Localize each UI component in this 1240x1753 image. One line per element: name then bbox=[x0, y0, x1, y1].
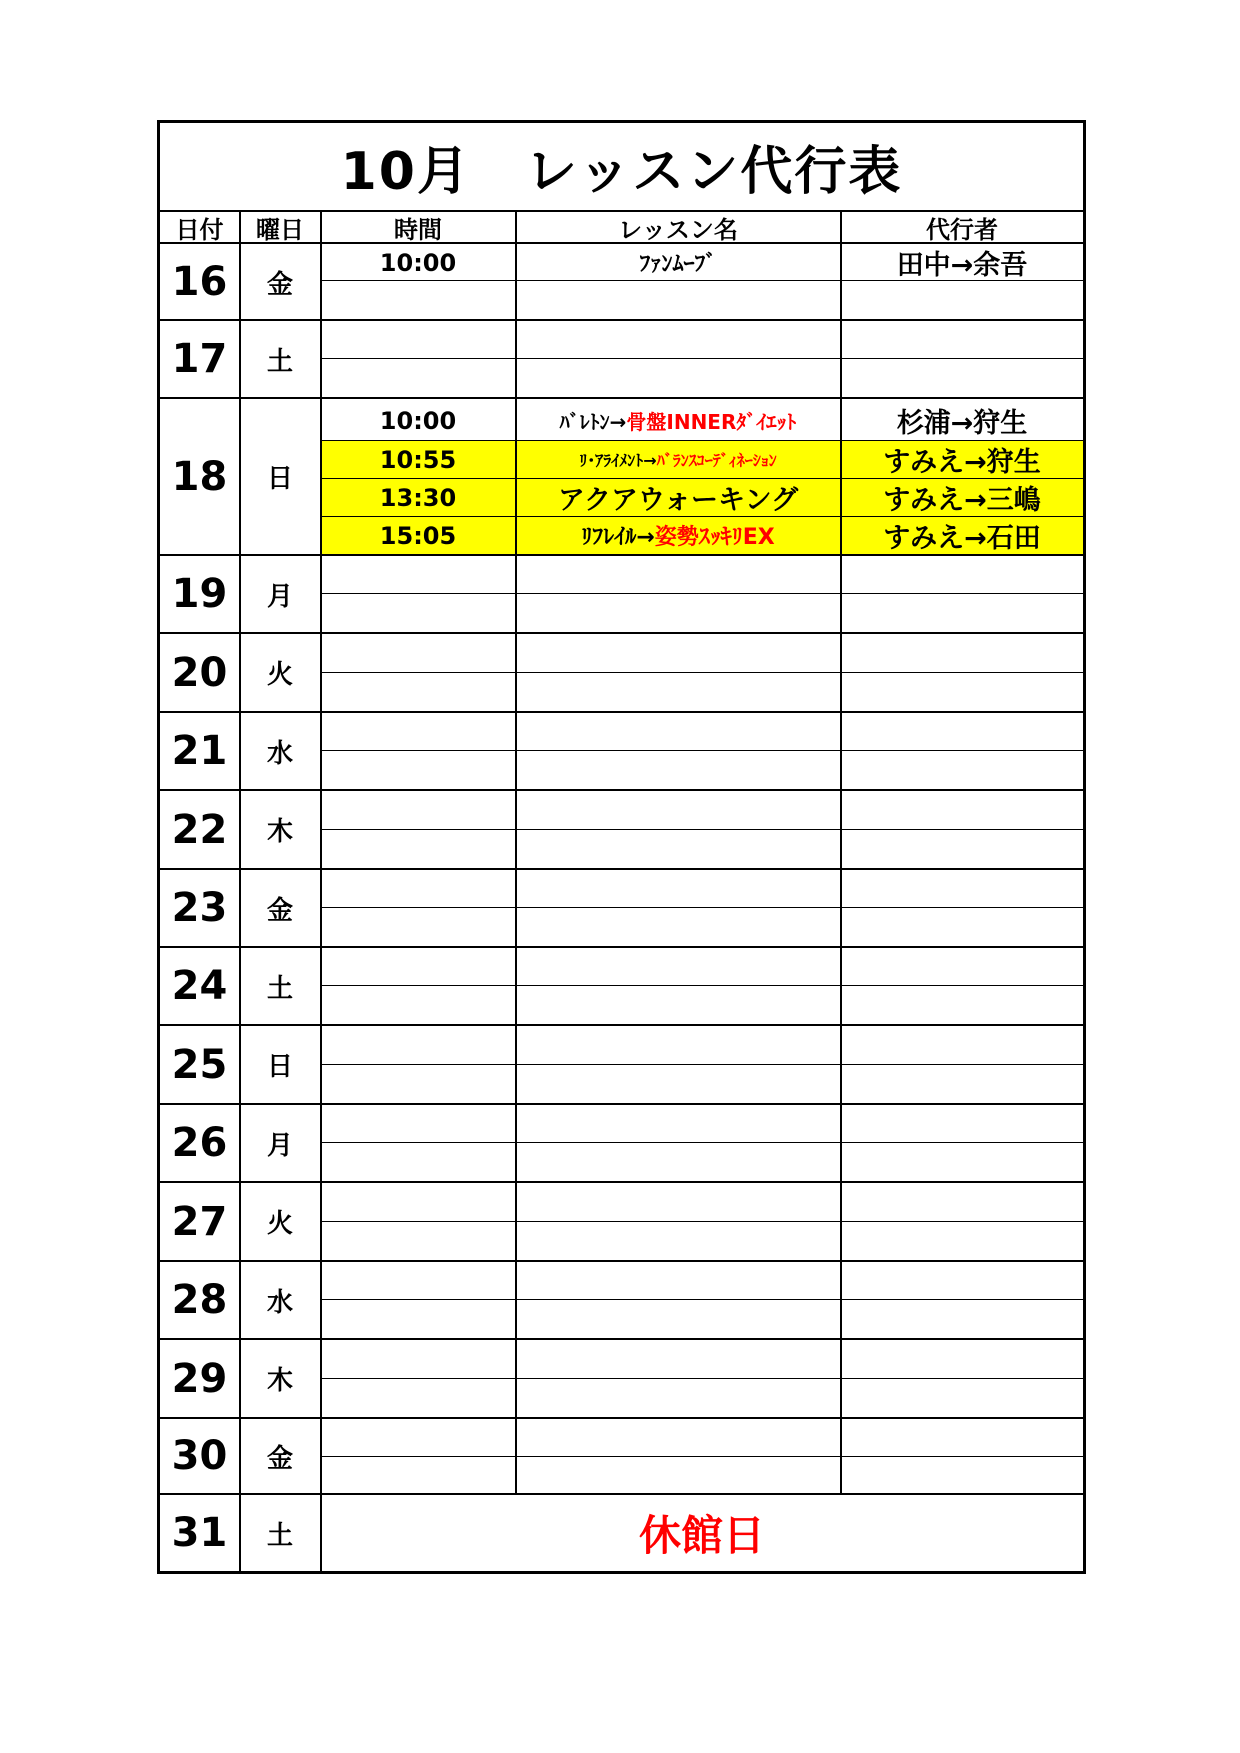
lesson-cell bbox=[516, 245, 840, 280]
date-cell: 30 bbox=[171, 1433, 228, 1479]
lesson-name-new: 骨盤INNERﾀﾞｲｴｯﾄ bbox=[626, 410, 797, 434]
substitute-cell: すみえ→三嶋 bbox=[883, 485, 1041, 516]
time-cell: 10:00 bbox=[379, 406, 457, 435]
date-cell: 31 bbox=[171, 1510, 228, 1556]
weekday-cell: 土 bbox=[266, 346, 293, 377]
weekday-cell: 水 bbox=[266, 738, 293, 769]
weekday-cell: 月 bbox=[266, 1130, 293, 1161]
sub-divider bbox=[321, 829, 1083, 830]
substitute-cell: 杉浦→狩生 bbox=[896, 408, 1028, 439]
header-dow: 曜日 bbox=[240, 212, 320, 244]
weekday-cell: 金 bbox=[266, 269, 293, 300]
sub-divider bbox=[321, 985, 1083, 986]
sub-divider bbox=[321, 672, 1083, 673]
page-title: 10月 レッスン代行表 bbox=[160, 123, 1083, 212]
lesson-name-before: ﾘ･ｱﾗｲﾒﾝﾄ→ bbox=[579, 451, 657, 470]
sub-divider bbox=[321, 358, 1083, 359]
date-cell: 21 bbox=[171, 728, 228, 774]
date-cell: 22 bbox=[171, 806, 228, 853]
sub-divider bbox=[321, 1064, 1083, 1065]
weekday-cell: 土 bbox=[266, 1520, 293, 1551]
sub-divider bbox=[321, 280, 1083, 281]
date-cell: 20 bbox=[171, 649, 228, 696]
lesson-name: ﾌｧﾝﾑｰﾌﾞ bbox=[639, 252, 717, 277]
time-cell: 10:55 bbox=[379, 445, 457, 474]
lesson-name: アクアウォーキング bbox=[557, 485, 799, 516]
header-substitute: 代行者 bbox=[841, 212, 1083, 244]
sub-divider bbox=[321, 1456, 1083, 1457]
sub-divider bbox=[321, 593, 1083, 594]
date-cell: 17 bbox=[171, 336, 228, 382]
header-date: 日付 bbox=[160, 212, 239, 244]
substitute-cell: すみえ→石田 bbox=[883, 523, 1041, 554]
sub-divider bbox=[321, 1299, 1083, 1300]
weekday-cell: 土 bbox=[266, 973, 293, 1004]
weekday-cell: 月 bbox=[266, 581, 293, 612]
weekday-cell: 金 bbox=[266, 895, 293, 926]
date-cell: 19 bbox=[171, 571, 228, 617]
date-cell: 24 bbox=[171, 963, 228, 1009]
lesson-name-before: ﾘﾌﾚｲﾙ→ bbox=[581, 525, 655, 550]
header-lesson: レッスン名 bbox=[516, 212, 840, 244]
sub-divider bbox=[321, 750, 1083, 751]
date-cell: 23 bbox=[171, 885, 228, 931]
weekday-cell: 火 bbox=[266, 660, 293, 690]
substitute-cell: 田中→余吾 bbox=[896, 250, 1028, 280]
weekday-cell: 日 bbox=[266, 464, 293, 494]
sub-divider bbox=[321, 907, 1083, 908]
lesson-name-before: ﾊﾞﾚﾄﾝ→ bbox=[559, 410, 627, 434]
header-time: 時間 bbox=[321, 212, 515, 244]
weekday-cell: 木 bbox=[266, 1366, 293, 1396]
weekday-cell: 金 bbox=[266, 1443, 293, 1474]
date-cell: 26 bbox=[171, 1120, 228, 1166]
weekday-cell: 火 bbox=[266, 1209, 293, 1239]
lesson-cell bbox=[516, 441, 840, 478]
sub-divider bbox=[321, 1142, 1083, 1143]
date-cell: 27 bbox=[171, 1198, 228, 1245]
sub-divider bbox=[321, 1378, 1083, 1379]
date-cell: 29 bbox=[171, 1355, 228, 1402]
substitute-schedule-table bbox=[157, 120, 1086, 1574]
date-cell: 28 bbox=[171, 1277, 228, 1323]
weekday-cell: 木 bbox=[266, 817, 293, 847]
time-cell: 15:05 bbox=[379, 521, 457, 550]
weekday-cell: 日 bbox=[266, 1052, 293, 1082]
lesson-name-new: 姿勢ｽｯｷﾘEX bbox=[654, 525, 775, 550]
date-cell: 18 bbox=[171, 453, 228, 500]
closed-day-label: 休館日 bbox=[638, 1511, 765, 1560]
lesson-name-new: ﾊﾞﾗﾝｽｺｰﾃﾞｨﾈｰｼｮﾝ bbox=[656, 451, 777, 470]
weekday-cell: 水 bbox=[266, 1287, 293, 1318]
lesson-cell bbox=[516, 517, 840, 554]
time-cell: 10:00 bbox=[379, 248, 457, 277]
lesson-cell bbox=[516, 401, 840, 440]
date-cell: 25 bbox=[171, 1041, 228, 1088]
time-cell: 13:30 bbox=[379, 483, 457, 512]
substitute-cell: すみえ→狩生 bbox=[883, 447, 1041, 478]
lesson-cell bbox=[516, 479, 840, 516]
sub-divider bbox=[321, 1221, 1083, 1222]
date-cell: 16 bbox=[171, 259, 228, 305]
